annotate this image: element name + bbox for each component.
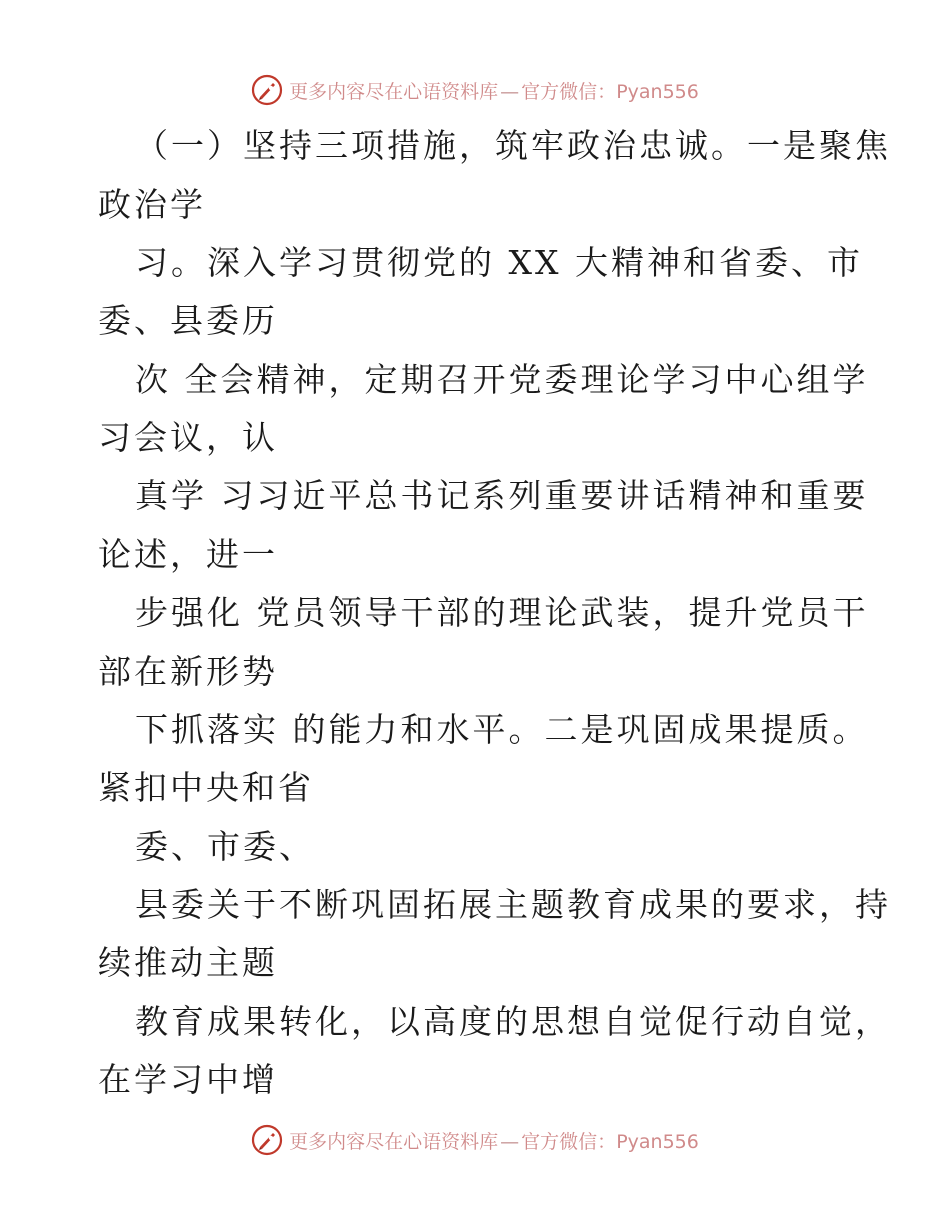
- text-line: 委、县委历: [98, 301, 278, 340]
- watermark-account: Pyan556: [616, 1130, 699, 1153]
- text-line: 县委关于不断巩固拓展主题教育成果的要求，持: [135, 885, 891, 924]
- watermark-label: 官方微信：: [521, 1130, 617, 1153]
- text-line: 部在新形势: [98, 652, 278, 691]
- text-line: 真学 习习近平总书记系列重要讲话精神和重要: [135, 476, 869, 515]
- text-line: 紧扣中央和省: [98, 768, 314, 807]
- watermark-brand: 更多内容尽在心语资料库: [289, 80, 499, 103]
- text-line: 政治学: [98, 185, 206, 224]
- text-line: （一）坚持三项措施，筑牢政治忠诚。一是聚焦: [135, 126, 891, 165]
- watermark-label: 官方微信：: [521, 80, 617, 103]
- text-line: 续推动主题: [98, 943, 278, 982]
- footer-watermark: [0, 1120, 950, 1160]
- text-line: 步强化 党员领导干部的理论武装，提升党员干: [135, 593, 869, 632]
- watermark-text: [289, 1127, 699, 1154]
- text-line: 教育成果转化，以高度的思想自觉促行动自觉，: [135, 1002, 891, 1041]
- text-line: 习会议，认: [98, 418, 278, 457]
- text-line: 习。深入学习贯彻党的 XX 大精神和省委、市: [135, 243, 863, 282]
- text-line: 下抓落实 的能力和水平。二是巩固成果提质。: [135, 710, 869, 749]
- quill-logo-icon: [251, 1124, 283, 1156]
- text-line: 在学习中增: [98, 1060, 278, 1099]
- watermark-separator: —: [500, 1130, 520, 1153]
- text-line: 委、市委、: [135, 827, 315, 866]
- watermark-brand: 更多内容尽在心语资料库: [289, 1130, 499, 1153]
- text-line: 论述，进一: [98, 535, 278, 574]
- watermark-separator: —: [500, 80, 520, 103]
- text-line: 次 全会精神，定期召开党委理论学习中心组学: [135, 360, 869, 399]
- watermark-account: Pyan556: [616, 80, 699, 103]
